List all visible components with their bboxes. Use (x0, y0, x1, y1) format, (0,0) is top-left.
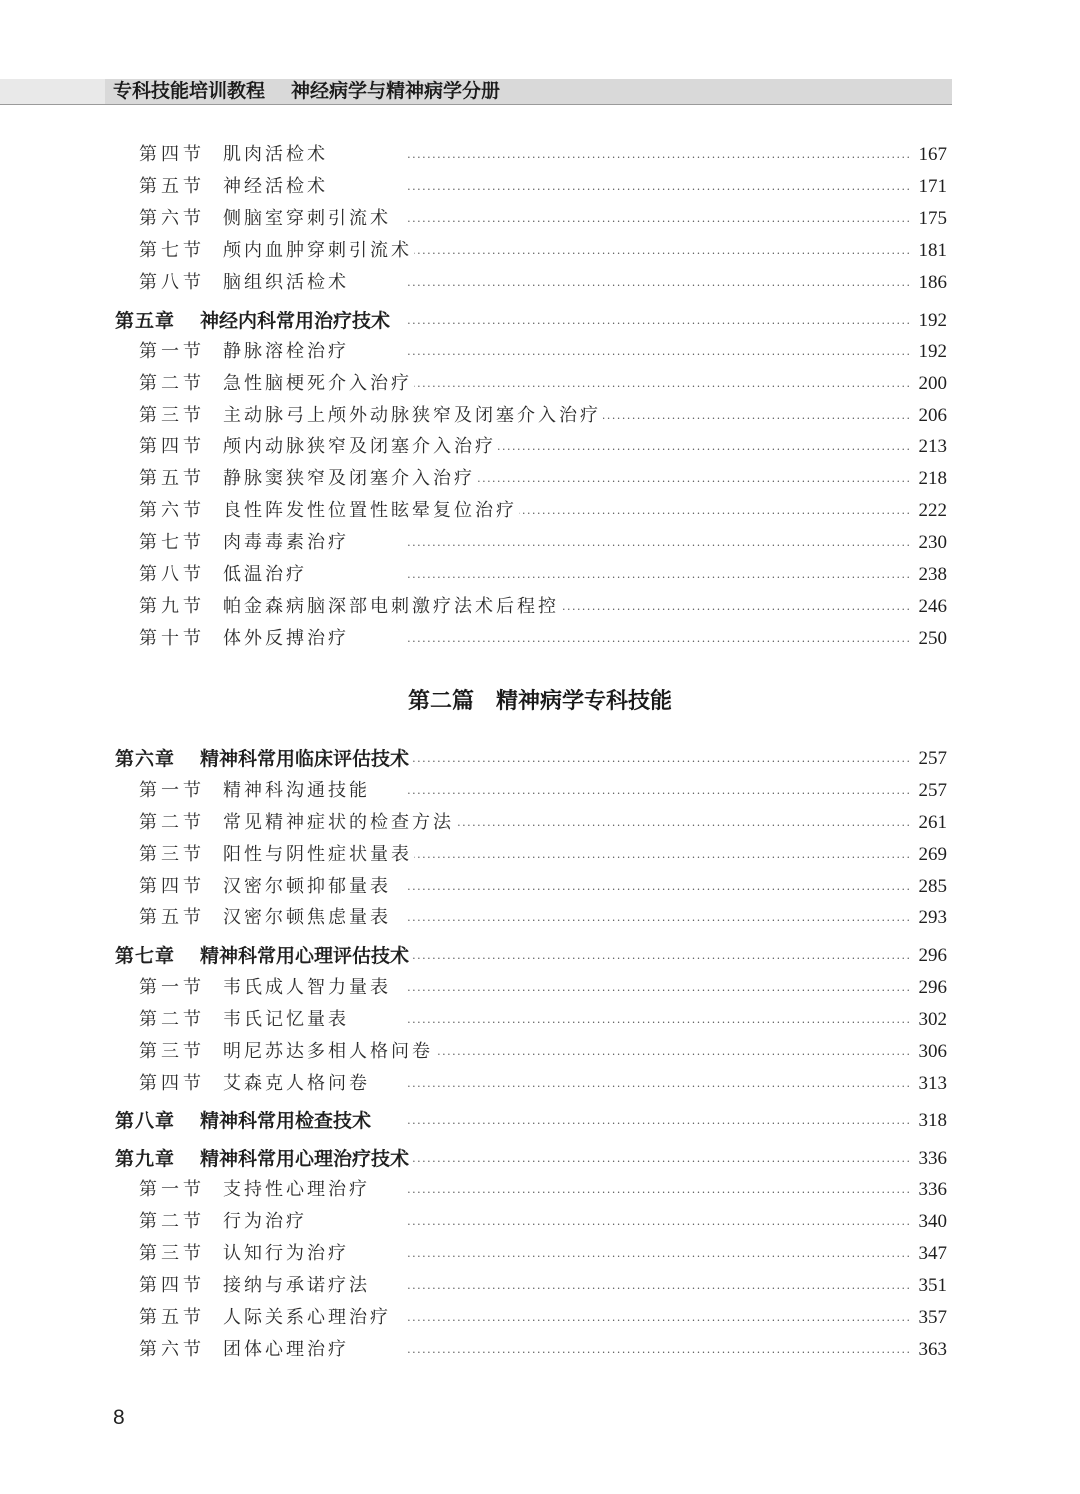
toc-entry[interactable] (0, 973, 1080, 1003)
toc-entry-label: 第二节 (139, 812, 205, 833)
toc-chapter[interactable] (0, 1106, 1080, 1136)
toc-entry-title: 静脉溶栓治疗 (223, 341, 349, 362)
toc-entry-page: 246 (911, 592, 947, 622)
toc-entry-title: 颅内动脉狭窄及闭塞介入治疗 (223, 436, 496, 457)
toc-entry-page: 175 (911, 204, 947, 234)
leader-dots (414, 840, 909, 870)
toc-entry-title: 低温治疗 (223, 564, 307, 585)
toc-entry-page: 336 (911, 1175, 947, 1205)
leader-dots (351, 1239, 909, 1269)
toc-entry[interactable] (0, 624, 1080, 654)
toc-entry-title: 团体心理治疗 (223, 1339, 349, 1360)
toc-entry-label: 第四节 (139, 436, 205, 457)
toc-entry-title: 韦氏记忆量表 (223, 1009, 349, 1030)
volume-title: 神经病学与精神病学分册 (291, 80, 501, 102)
toc-entry-page: 171 (911, 172, 947, 202)
leader-dots (309, 560, 909, 590)
toc-entry[interactable] (0, 496, 1080, 526)
toc-entry-page: 351 (911, 1271, 947, 1301)
toc-entry[interactable] (0, 1069, 1080, 1099)
book-title: 专科技能培训教程 (113, 80, 266, 102)
toc-entry-title: 脑组织活检术 (223, 272, 349, 293)
leader-dots (392, 306, 909, 336)
toc-entry-page: 296 (911, 973, 947, 1003)
toc-entry-page: 192 (911, 337, 947, 367)
toc-entry[interactable] (0, 1271, 1080, 1301)
toc-entry-label: 第七节 (139, 532, 205, 553)
leader-dots (411, 744, 909, 774)
toc-entry-page: 250 (911, 624, 947, 654)
leader-dots (309, 1207, 909, 1237)
toc-entry-page: 293 (911, 903, 947, 933)
toc-entry[interactable] (0, 140, 1080, 170)
leader-dots (351, 624, 909, 654)
toc-entry-title: 侧脑室穿刺引流术 (223, 208, 391, 229)
toc-chapter-page: 192 (911, 306, 947, 336)
toc-entry-label: 第一节 (139, 780, 205, 801)
leader-dots (393, 872, 909, 902)
toc-entry-title: 主动脉弓上颅外动脉狭窄及闭塞介入治疗 (223, 405, 601, 426)
leader-dots (414, 369, 909, 399)
toc-entry-label: 第九节 (139, 596, 205, 617)
toc-chapter-title: 精神科常用心理治疗技术 (200, 1148, 410, 1170)
leader-dots (519, 496, 909, 526)
toc-entry-label: 第四节 (139, 1073, 205, 1094)
leader-dots (411, 941, 909, 971)
toc-entry-page: 302 (911, 1005, 947, 1035)
toc-entry-page: 206 (911, 401, 947, 431)
leader-dots (351, 337, 909, 367)
toc-entry-label: 第十节 (139, 628, 205, 649)
toc-entry[interactable] (0, 1207, 1080, 1237)
toc-entry[interactable] (0, 1303, 1080, 1333)
toc-chapter[interactable] (0, 941, 1080, 971)
toc-entry-page: 261 (911, 808, 947, 838)
toc-chapter-label: 第九章 (115, 1148, 176, 1170)
toc-entry-title: 阳性与阴性症状量表 (223, 844, 412, 865)
toc-chapter-label: 第七章 (115, 945, 176, 967)
leader-dots (393, 1303, 909, 1333)
toc-chapter-label: 第八章 (115, 1110, 176, 1132)
toc-entry-label: 第一节 (139, 977, 205, 998)
toc-entry[interactable] (0, 1037, 1080, 1067)
toc-entry-label: 第六节 (139, 500, 205, 521)
toc-entry-page: 285 (911, 872, 947, 902)
toc-entry-title: 良性阵发性位置性眩晕复位治疗 (223, 500, 517, 521)
toc-entry-label: 第六节 (139, 1339, 205, 1360)
toc-entry-page: 181 (911, 236, 947, 266)
toc-entry-title: 韦氏成人智力量表 (223, 977, 391, 998)
toc-entry[interactable] (0, 528, 1080, 558)
toc-entry[interactable] (0, 236, 1080, 266)
part-title: 精神病学专科技能 (496, 689, 673, 714)
toc-entry-title: 支持性心理治疗 (223, 1179, 370, 1200)
toc-chapter-title: 精神科常用临床评估技术 (200, 748, 410, 770)
toc-chapter-label: 第六章 (115, 748, 176, 770)
toc-entry-page: 306 (911, 1037, 947, 1067)
toc-entry-page: 347 (911, 1239, 947, 1269)
header-rule (0, 104, 952, 105)
toc-entry[interactable] (0, 840, 1080, 870)
toc-entry-page: 269 (911, 840, 947, 870)
leader-dots (373, 1106, 909, 1136)
toc-entry-title: 行为治疗 (223, 1211, 307, 1232)
toc-entry-label: 第三节 (139, 1243, 205, 1264)
toc-entry-label: 第三节 (139, 405, 205, 426)
toc-entry-label: 第八节 (139, 272, 205, 293)
toc-entry-label: 第四节 (139, 876, 205, 897)
toc-entry[interactable] (0, 560, 1080, 590)
leader-dots (372, 776, 909, 806)
toc-entry[interactable] (0, 204, 1080, 234)
toc-entry-page: 167 (911, 140, 947, 170)
toc-entry-title: 常见精神症状的检查方法 (223, 812, 454, 833)
leader-dots (372, 1175, 909, 1205)
toc-entry-page: 313 (911, 1069, 947, 1099)
leader-dots (393, 903, 909, 933)
toc-entry-page: 222 (911, 496, 947, 526)
leader-dots (411, 1144, 909, 1174)
toc-chapter-title: 神经内科常用治疗技术 (200, 310, 391, 332)
toc-entry[interactable] (0, 401, 1080, 431)
toc-entry[interactable] (0, 172, 1080, 202)
toc-entry[interactable] (0, 1239, 1080, 1269)
toc-entry-title: 肌肉活检术 (223, 144, 328, 165)
toc-entry[interactable] (0, 776, 1080, 806)
leader-dots (393, 204, 909, 234)
toc-chapter-label: 第五章 (115, 310, 176, 332)
toc-entry-label: 第四节 (139, 1275, 205, 1296)
leader-dots (414, 236, 909, 266)
toc-entry-page: 238 (911, 560, 947, 590)
toc-entry[interactable] (0, 337, 1080, 367)
leader-dots (477, 464, 909, 494)
toc-entry-title: 帕金森病脑深部电刺激疗法术后程控 (223, 596, 559, 617)
toc-entry[interactable] (0, 1005, 1080, 1035)
toc-chapter-page: 336 (911, 1144, 947, 1174)
leader-dots (351, 1335, 909, 1365)
leader-dots (330, 140, 909, 170)
part-label: 第二篇 (407, 689, 474, 714)
toc-entry-label: 第五节 (139, 176, 205, 197)
toc-entry-page: 218 (911, 464, 947, 494)
toc-entry-page: 363 (911, 1335, 947, 1365)
toc-entry-title: 肉毒毒素治疗 (223, 532, 349, 553)
toc-entry-label: 第五节 (139, 1307, 205, 1328)
toc-entry-label: 第五节 (139, 468, 205, 489)
toc-entry-title: 人际关系心理治疗 (223, 1307, 391, 1328)
toc-entry[interactable] (0, 464, 1080, 494)
toc-entry-label: 第三节 (139, 1041, 205, 1062)
running-header (113, 79, 500, 104)
toc-entry-label: 第一节 (139, 1179, 205, 1200)
toc-entry-label: 第二节 (139, 1211, 205, 1232)
toc-entry-title: 艾森克人格问卷 (223, 1073, 370, 1094)
leader-dots (498, 432, 909, 462)
toc-entry[interactable] (0, 872, 1080, 902)
toc-entry-page: 357 (911, 1303, 947, 1333)
toc-entry-title: 静脉窦狭窄及闭塞介入治疗 (223, 468, 475, 489)
toc-entry-title: 颅内血肿穿刺引流术 (223, 240, 412, 261)
toc-entry-label: 第八节 (139, 564, 205, 585)
toc-entry[interactable] (0, 369, 1080, 399)
leader-dots (603, 401, 909, 431)
leader-dots (372, 1069, 909, 1099)
toc-entry-title: 汉密尔顿抑郁量表 (223, 876, 391, 897)
toc-entry-label: 第五节 (139, 907, 205, 928)
toc-entry-label: 第二节 (139, 373, 205, 394)
toc-entry[interactable] (0, 903, 1080, 933)
toc-entry[interactable] (0, 1175, 1080, 1205)
toc-entry-title: 体外反搏治疗 (223, 628, 349, 649)
leader-dots (351, 268, 909, 298)
toc-chapter[interactable] (0, 306, 1080, 336)
toc-entry-page: 340 (911, 1207, 947, 1237)
leader-dots (561, 592, 909, 622)
toc-chapter-title: 精神科常用检查技术 (200, 1110, 372, 1132)
toc-entry-page: 186 (911, 268, 947, 298)
toc-entry-page: 200 (911, 369, 947, 399)
toc-entry-title: 急性脑梗死介入治疗 (223, 373, 412, 394)
toc-entry[interactable] (0, 592, 1080, 622)
leader-dots (330, 172, 909, 202)
toc-entry-label: 第六节 (139, 208, 205, 229)
leader-dots (456, 808, 909, 838)
toc-entry-label: 第七节 (139, 240, 205, 261)
toc-entry-title: 神经活检术 (223, 176, 328, 197)
toc-entry-label: 第二节 (139, 1009, 205, 1030)
toc-entry-label: 第三节 (139, 844, 205, 865)
toc-entry-page: 257 (911, 776, 947, 806)
toc-entry-title: 接纳与承诺疗法 (223, 1275, 370, 1296)
toc-entry-label: 第一节 (139, 341, 205, 362)
leader-dots (351, 1005, 909, 1035)
toc-chapter-page: 318 (911, 1106, 947, 1136)
page-number: 8 (113, 1406, 125, 1429)
toc-entry[interactable] (0, 1335, 1080, 1365)
leader-dots (372, 1271, 909, 1301)
toc-chapter[interactable] (0, 744, 1080, 774)
toc-chapter[interactable] (0, 1144, 1080, 1174)
toc-chapter-page: 257 (911, 744, 947, 774)
toc-entry[interactable] (0, 808, 1080, 838)
toc-entry-title: 汉密尔顿焦虑量表 (223, 907, 391, 928)
toc-chapter-page: 296 (911, 941, 947, 971)
toc-entry[interactable] (0, 432, 1080, 462)
leader-dots (393, 973, 909, 1003)
part-heading[interactable] (0, 684, 1080, 715)
leader-dots (351, 528, 909, 558)
toc-entry-title: 认知行为治疗 (223, 1243, 349, 1264)
toc-chapter-title: 精神科常用心理评估技术 (200, 945, 410, 967)
toc-entry-page: 213 (911, 432, 947, 462)
toc-entry[interactable] (0, 268, 1080, 298)
toc-entry-title: 精神科沟通技能 (223, 780, 370, 801)
leader-dots (435, 1037, 909, 1067)
toc-entry-title: 明尼苏达多相人格问卷 (223, 1041, 433, 1062)
toc-entry-label: 第四节 (139, 144, 205, 165)
toc-entry-page: 230 (911, 528, 947, 558)
